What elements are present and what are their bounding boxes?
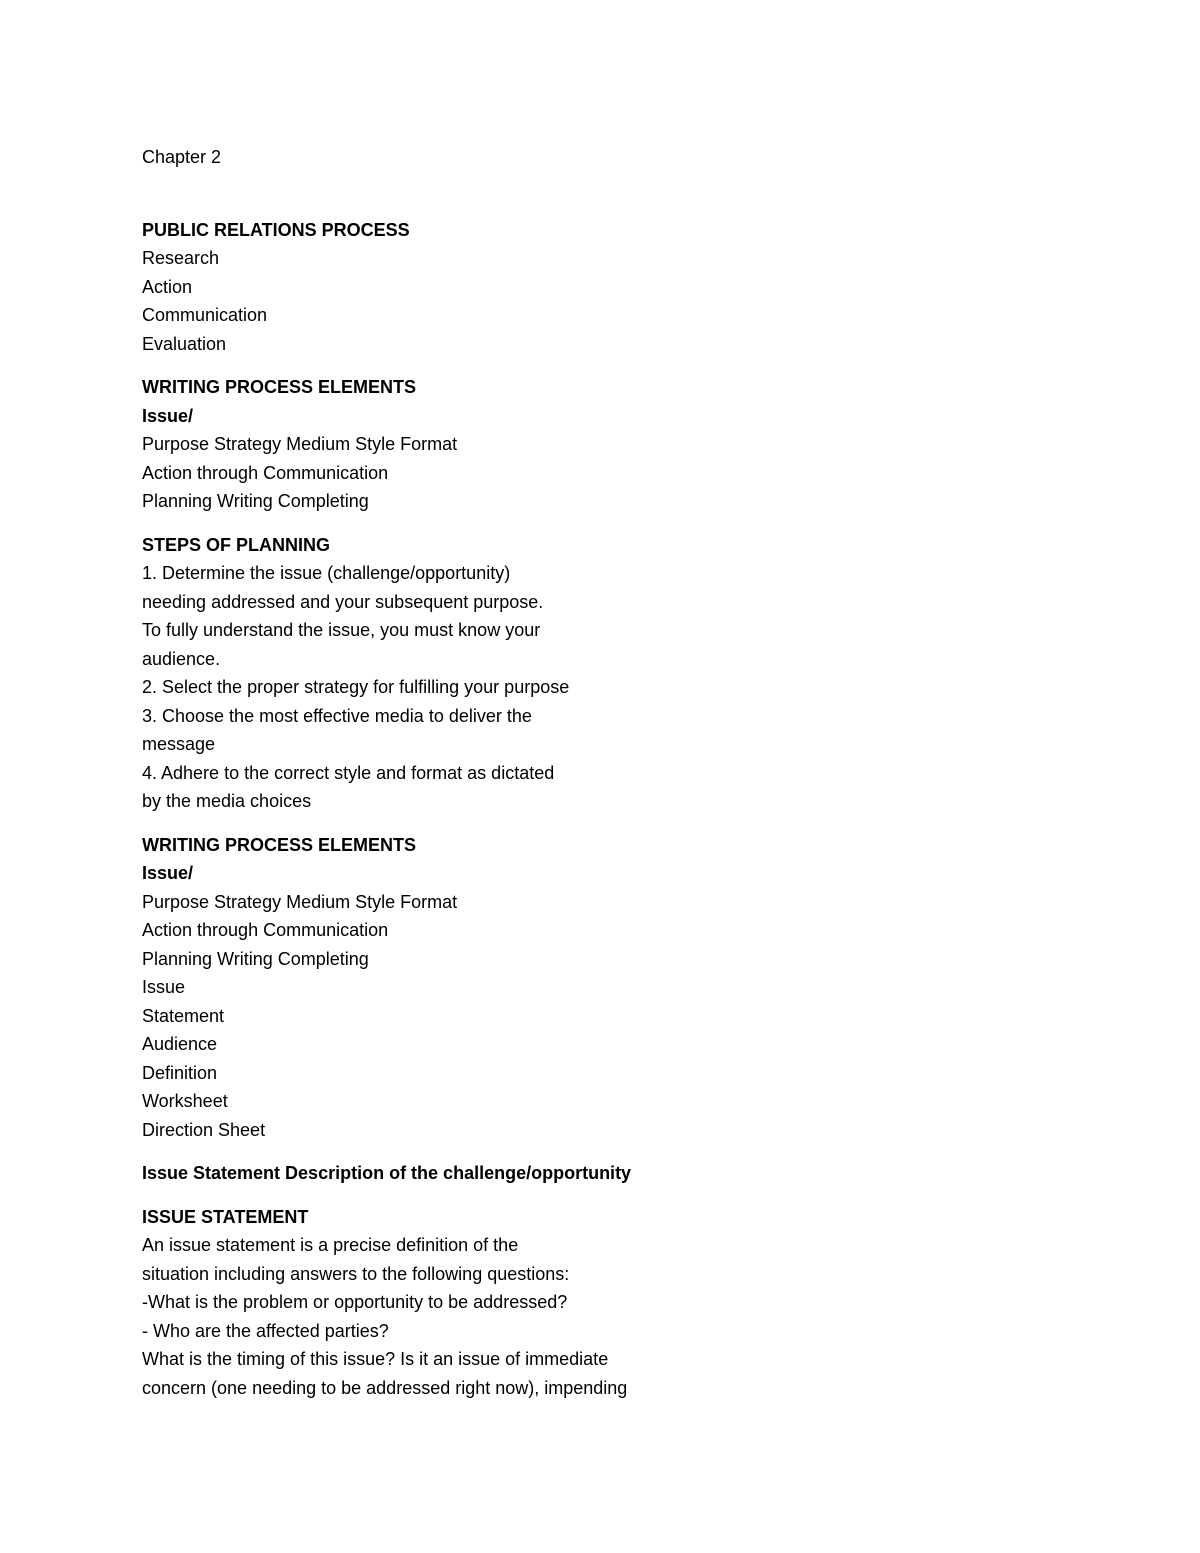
text-line: Action through Communication bbox=[142, 920, 389, 940]
section-heading: STEPS OF PLANNING bbox=[142, 534, 331, 555]
spacer bbox=[142, 1188, 762, 1203]
text-line: Statement bbox=[142, 1005, 225, 1026]
text-line: Planning Writing Completing bbox=[142, 948, 369, 969]
section-heading: ISSUE STATEMENT bbox=[142, 1206, 309, 1227]
text-line: concern (one needing to be addressed right now), impending bbox=[142, 1377, 628, 1398]
section-issue-statement bbox=[142, 1203, 762, 1403]
text-line: Audience bbox=[142, 1034, 218, 1054]
section-subheading: Issue/ bbox=[142, 405, 194, 426]
text-line: message bbox=[142, 734, 216, 754]
text-line: Purpose Strategy Medium Style Format bbox=[142, 891, 458, 912]
section-heading: WRITING PROCESS ELEMENTS bbox=[142, 377, 417, 397]
list-item: Action bbox=[142, 276, 193, 297]
text-line: audience. bbox=[142, 648, 221, 669]
section-issue-description bbox=[142, 1159, 762, 1188]
text-line: Definition bbox=[142, 1062, 218, 1083]
spacer bbox=[142, 816, 762, 831]
text-line: To fully understand the issue, you must know your bbox=[142, 620, 541, 640]
text-line: Issue bbox=[142, 977, 186, 997]
spacer bbox=[142, 516, 762, 531]
text-line: -What is the problem or opportunity to be addressed? bbox=[142, 1292, 568, 1312]
spacer bbox=[142, 1144, 762, 1159]
spacer bbox=[142, 172, 762, 216]
text-line: situation including answers to the following questions: bbox=[142, 1263, 570, 1284]
section-subheading: Issue/ bbox=[142, 863, 194, 883]
spacer bbox=[142, 358, 762, 373]
section-steps-of-planning bbox=[142, 531, 762, 816]
list-item: Communication bbox=[142, 305, 268, 325]
text-line: Direction Sheet bbox=[142, 1119, 266, 1140]
text-line: Worksheet bbox=[142, 1091, 228, 1111]
section-writing-elements-1 bbox=[142, 373, 762, 516]
text-line: 1. Determine the issue (challenge/opportunity) bbox=[142, 563, 511, 583]
section-heading: PUBLIC RELATIONS PROCESS bbox=[142, 219, 410, 240]
list-item: Research bbox=[142, 248, 220, 268]
text-line: An issue statement is a precise definition of the bbox=[142, 1235, 519, 1255]
document-body bbox=[142, 143, 762, 1402]
section-heading: WRITING PROCESS ELEMENTS bbox=[142, 834, 417, 855]
text-line: Action through Communication bbox=[142, 462, 389, 483]
text-line: needing addressed and your subsequent purpose. bbox=[142, 591, 544, 612]
section-pr-process bbox=[142, 216, 762, 359]
text-line: Purpose Strategy Medium Style Format bbox=[142, 434, 458, 454]
section-writing-elements-2 bbox=[142, 831, 762, 1145]
text-line: What is the timing of this issue? Is it an issue of immediate bbox=[142, 1349, 609, 1369]
text-line: 2. Select the proper strategy for fulfilling your purpose bbox=[142, 677, 570, 697]
text-line: - Who are the affected parties? bbox=[142, 1320, 389, 1341]
text-line: by the media choices bbox=[142, 791, 312, 811]
text-line: 3. Choose the most effective media to deliver the bbox=[142, 705, 532, 726]
text-line: 4. Adhere to the correct style and format as dictated bbox=[142, 762, 555, 783]
section-heading: Issue Statement Description of the challenge/opportunity bbox=[142, 1163, 632, 1183]
text-line: Planning Writing Completing bbox=[142, 491, 369, 511]
list-item: Evaluation bbox=[142, 333, 227, 354]
chapter-title: Chapter 2 bbox=[142, 147, 222, 167]
